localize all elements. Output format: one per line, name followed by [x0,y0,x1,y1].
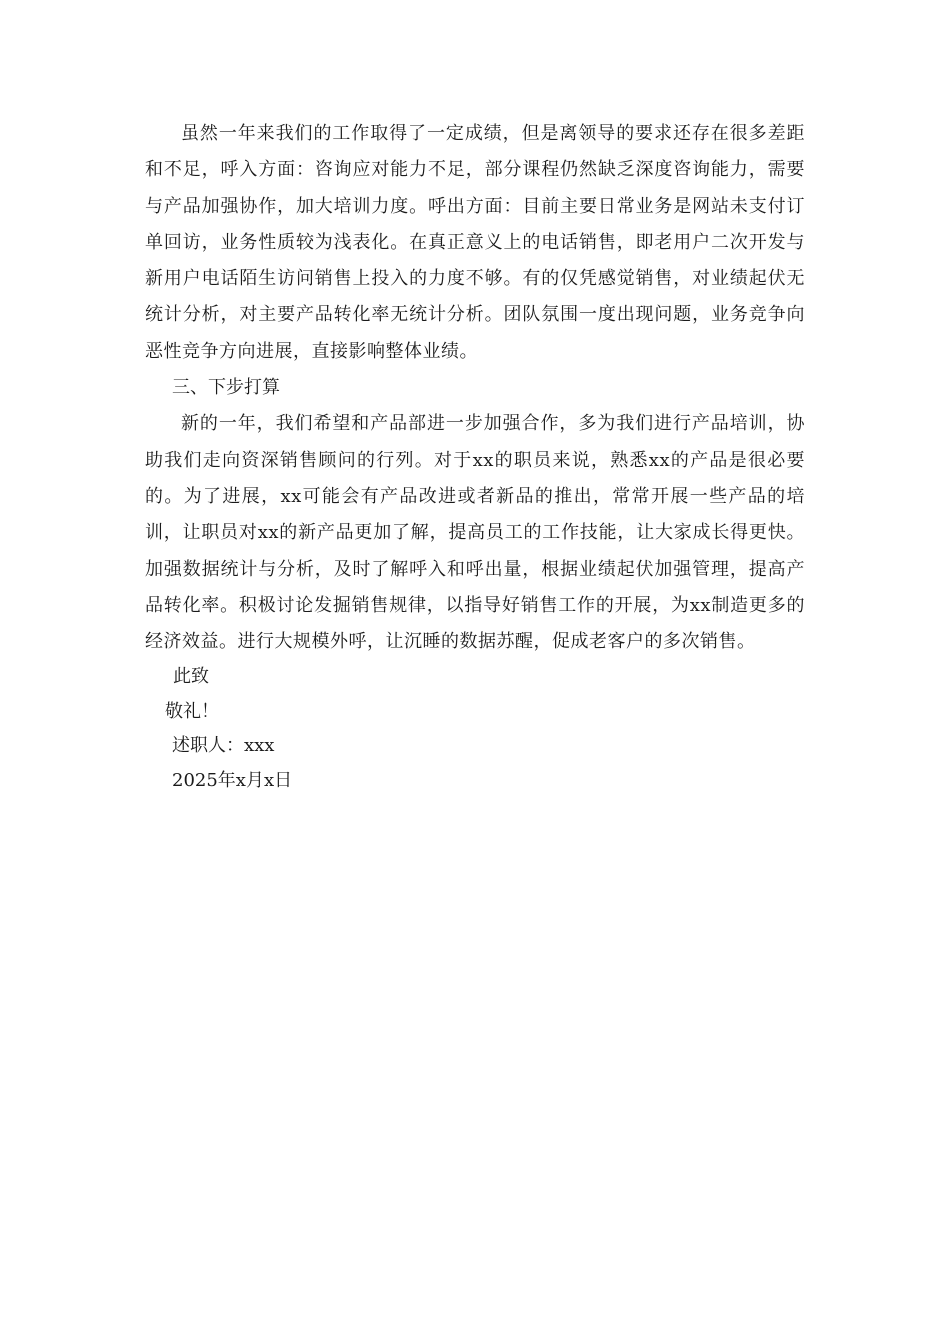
date-line: 2025年x月x日 [172,769,293,791]
body-paragraph-shortcomings: 虽然一年来我们的工作取得了一定成绩，但是离领导的要求还存在很多差距和不足，呼入方面：咨询应对能力不足，部分课程仍然缺乏深度咨询能力，需要与产品加强协作，加大培训力度。呼出方面：目前主要日常业务是网站未支付订单回访，业务性质较为浅表化。在真正意义上的电话销售，即老用户二次开发与新用户电话陌生访问销售上投入的力度不够。有的仅凭感觉销售，对业绩起伏无统计分析，对主要产品转化率无统计分析。团队氛围一度出现问题，业务竞争向恶性竞争方向进展，直接影响整体业绩。 [145,123,805,362]
closing-salutation: 此致 [173,666,209,688]
document-page [145,116,805,798]
closing-regards: 敬礼！ [165,700,219,722]
section-heading-next-plan: 三、下步打算 [172,377,280,399]
body-paragraph-plan: 新的一年，我们希望和产品部进一步加强合作，多为我们进行产品培训，协助我们走向资深销售顾问的行列。对于xx的职员来说，熟悉xx的产品是很必要的。为了进展，xx可能会有产品改进或者新品的推出，常常开展一些产品的培训，让职员对xx的新产品更加了解，提高员工的工作技能，让大家成长得更快。加强数据统计与分析，及时了解呼入和呼出量，根据业绩起伏加强管理，提高产品转化率。积极讨论发掘销售规律，以指导好销售工作的开展，为xx制造更多的经济效益。进行大规模外呼，让沉睡的数据苏醒，促成老客户的多次销售。 [145,413,805,653]
signature-line: 述职人：xxx [172,735,275,757]
